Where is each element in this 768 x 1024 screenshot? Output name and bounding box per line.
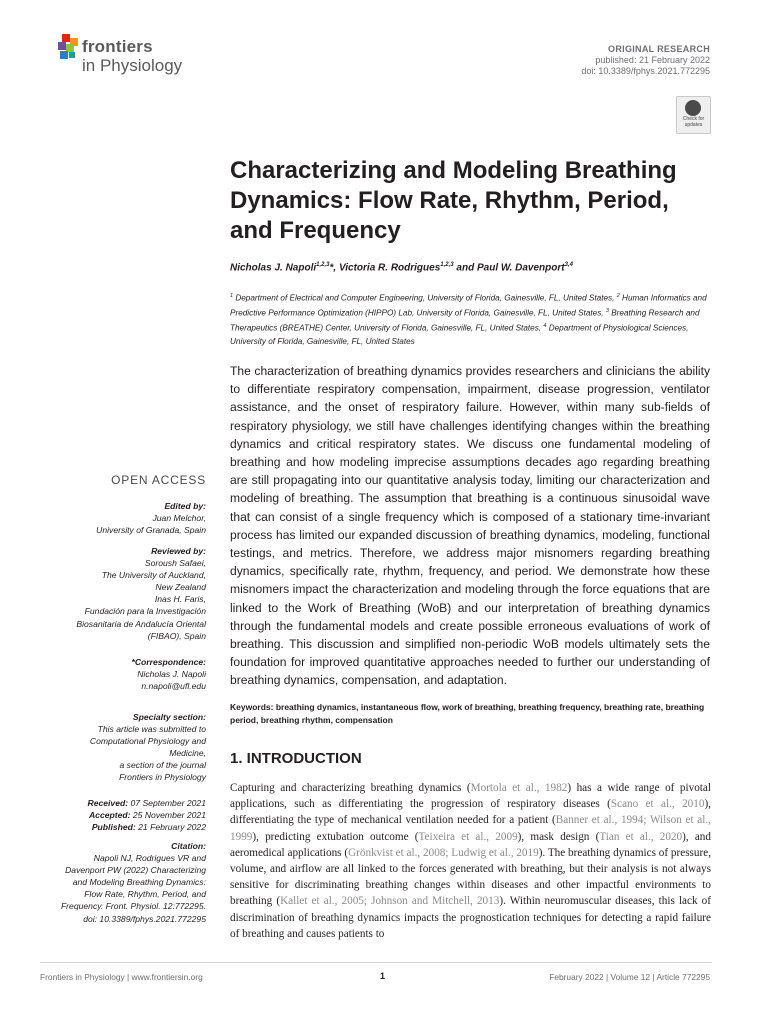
author-list: Nicholas J. Napoli$^{1,2,3}$*, Victoria R. Rodrigues$^{1,2,3}$ and Paul W. Davenport$^{3,4}$ xyxy=(230,262,573,274)
logo-text-frontiers: frontiers xyxy=(82,37,153,56)
footer-divider xyxy=(40,962,712,963)
keywords: Keywords: breathing dynamics, instantaneous flow, work of breathing, breathing frequency, breathing rate, breathing period, breathing rhythm, compensation xyxy=(230,702,705,725)
journal-logo[interactable] xyxy=(56,34,206,80)
abstract: The characterization of breathing dynamics provides researchers and clinicians the ability to differentiate respiratory compensation, impairment, disease progression, ventilator assistance, and the onset of respiratory failure. However, within many sub-fields of respiratory physiology, we still have challenges identifying changes within the breathing dynamics and critical respiratory states. We discuss one fundamental modeling of breathing and how modeling imprecise assumptions decades ago regarding breathing are still propagating into our quantitative analysis today, limiting our characterization and modeling of breathing. The assumption that breathing is a continuous sinusoidal wave that can consist of a single frequency which is composed of a stationary time-invariant process has limited our expanded discussion of breathing dynamics, modeling, functional testings, and metrics. Therefore, we address major misnomers regarding breathing dynamics, specifically rate, rhythm, frequency, and period. We demonstrate how these misnomers impact the characterization and modeling through the force equations that are linked to the Work of Breathing (WoB) and our interpretation of breathing dynamics through the fundamental models and create possible erroneous evaluations of work of breathing. This discussion and simplified non-periodic WoB models ultimately sets the foundation for improved quantitative approaches needed to further our understanding of breathing dynamics, compensation, and adaptation. xyxy=(230,364,710,688)
published-date: published: 21 February 2022 xyxy=(595,55,710,65)
footer-journal-link[interactable]: Frontiers in Physiology | www.frontiersin.org xyxy=(40,972,203,982)
citation-link[interactable]: Kallet et al., 2005; Johnson and Mitchell, 2013 xyxy=(280,895,500,908)
citation-link[interactable]: Teixeira et al., 2009 xyxy=(418,830,518,843)
editor-info: Edited by: Juan Melchor, University of Granada, Spain xyxy=(96,501,206,536)
correspondence-email[interactable]: n.napoli@ufl.edu xyxy=(141,681,206,692)
doi-link[interactable]: doi: 10.3389/fphys.2021.772295 xyxy=(581,66,710,76)
author-name[interactable]: Victoria R. Rodrigues xyxy=(338,262,441,274)
introduction-body: Capturing and characterizing breathing dynamics (Mortola et al., 1982) has a wide range of pivotal applications, such as differentiating the progression of respiratory diseases (Scano et al., 2010), differentiating the type of mechanical ventilation needed for a patient (Banner et al., 1994; Wilson et al., 1999), predicting extubation outcome (Teixeira et al., 2009), mask design (Tian et al., 2020), and aeromedical applications (Grönkvist et al., 2008; Ludwig et al., 2019). The breathing dynamics of pressure, volume, and airflow are all linked to the forces generated with breathing, but their analysis is not always sensitive for discriminating breathing changes within diseases and other impactful environments to breathing (Kallet et al., 2005; Johnson and Mitchell, 2013). Within neuromuscular diseases, this lack of discrimination of breathing dynamics impacts the prognostication techniques for detecting a rapid failure of breathing and causes patients to xyxy=(230,782,712,940)
check-updates-label: Check for updates xyxy=(682,116,705,128)
article-title: Characterizing and Modeling Breathing Dynamics: Flow Rate, Rhythm, Period, and Frequency xyxy=(230,157,677,244)
reviewer-info: Reviewed by: Soroush Safaei, The University of Auckland, New Zealand Inas H. Faris, Fundación para la Investigación Biosanitaria de Andalucía Oriental (FIBAO), Spain xyxy=(76,546,206,641)
citation-link[interactable]: Mortola et al., 1982 xyxy=(470,782,568,794)
open-access-label: OPEN ACCESS xyxy=(111,473,206,487)
author-name[interactable]: Paul W. Davenport xyxy=(476,262,565,274)
affiliations: $^1$ Department of Electrical and Computer Engineering, University of Florida, Gainesville, FL, United States, $^2$ Human Informatics and Predictive Performance Optimization (HIPPO) Lab, University of Florida, Gainesville, FL, United States, $^3$ Breathing Research and Therapeutics (BREATHE) Center, University of Florida, Gainesville, FL, United States, $^4$ Department of Physiological Sciences, University of Florida, Gainesville, FL, United States xyxy=(230,293,707,346)
citation-link[interactable]: Tian et al., 2020 xyxy=(599,830,683,843)
citation-link[interactable]: Scano et al., 2010 xyxy=(610,798,705,811)
page-number: 1 xyxy=(380,971,386,981)
check-for-updates-button[interactable] xyxy=(676,96,711,134)
article-type: ORIGINAL RESEARCH xyxy=(608,44,710,54)
citation-info: Citation: Napoli NJ, Rodrigues VR and Davenport PW (2022) Characterizing and Modeling Breathing Dynamics: Flow Rate, Rhythm, Period, and Frequency. Front. Physiol. 12:772295. doi: 10.3389/fphys.2021.772295 xyxy=(60,841,206,924)
author-name[interactable]: Nicholas J. Napoli xyxy=(230,262,317,274)
logo-text-journal: in Physiology xyxy=(82,56,183,75)
citation-link[interactable]: Grönkvist et al., 2008; Ludwig et al., 2019 xyxy=(348,846,539,859)
citation-link[interactable]: Banner et al., 1994; Wilson et al., 1999 xyxy=(230,814,711,843)
section-heading: 1. INTRODUCTION xyxy=(230,750,362,767)
dates-info: Received: 07 September 2021 Accepted: 25 November 2021 Published: 21 February 2022 xyxy=(87,798,206,833)
correspondence-info: *Correspondence: Nicholas J. Napoli n.napoli@ufl.edu xyxy=(40,656,206,692)
footer-volume-info: February 2022 | Volume 12 | Article 772295 xyxy=(549,972,710,982)
check-updates-icon xyxy=(685,100,701,116)
frontiers-logo-icon xyxy=(56,34,80,60)
publication-info xyxy=(581,44,710,77)
specialty-section: Specialty section: This article was submitted to Computational Physiology and Medicine, a section of the journal Frontiers in Physiology xyxy=(89,712,206,783)
